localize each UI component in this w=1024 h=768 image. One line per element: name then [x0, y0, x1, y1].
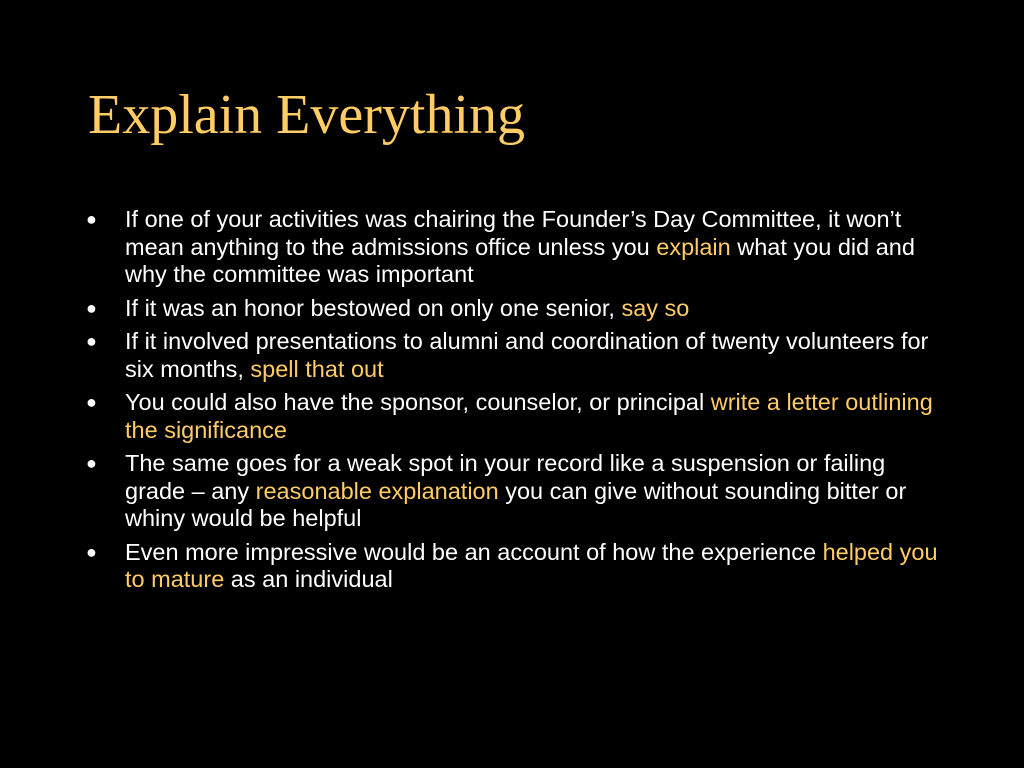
bullet-list	[86, 206, 946, 600]
bullet-text: If one of your activities was chairing the Founder’s Day Committee, it won’t mean anything to the admissions office unless you	[125, 206, 902, 260]
bullet-dot-icon: ●	[86, 331, 97, 351]
bullet-item	[86, 389, 946, 444]
highlight-text: say so	[621, 294, 690, 321]
bullet-dot-icon: ●	[86, 392, 97, 412]
highlight-text: reasonable explanation	[255, 477, 499, 504]
bullet-text: as an individual	[224, 566, 393, 592]
bullet-item	[86, 450, 946, 533]
bullet-text: If it was an honor bestowed on only one senior,	[125, 294, 622, 321]
bullet-dot-icon: ●	[86, 541, 97, 562]
slide-title: Explain Everything	[88, 84, 526, 146]
bullet-item	[86, 539, 946, 594]
bullet-dot-icon: ●	[86, 297, 97, 318]
bullet-item	[86, 328, 946, 383]
bullet-text: You could also have the sponsor, counselor, or principal	[125, 389, 711, 415]
bullet-text: Even more impressive would be an account of how the experience	[125, 538, 823, 565]
highlight-text: explain	[656, 233, 731, 260]
highlight-text: write a letter outlining the significance	[125, 389, 933, 443]
highlight-text: spell that out	[250, 355, 384, 382]
bullet-dot-icon: ●	[86, 453, 97, 473]
bullet-dot-icon: ●	[86, 209, 97, 229]
bullet-text: The same goes for a weak spot in your record like a suspension or failing grade – any	[125, 450, 886, 504]
bullet-text: you can give without sounding bitter or whiny would be helpful	[125, 477, 907, 531]
bullet-text: If it involved presentations to alumni and coordination of twenty volunteers for six months,	[125, 328, 929, 382]
bullet-item	[86, 206, 946, 289]
highlight-text: helped you to mature	[125, 538, 938, 592]
bullet-item	[86, 295, 946, 323]
bullet-text: what you did and why the committee was important	[125, 233, 915, 287]
